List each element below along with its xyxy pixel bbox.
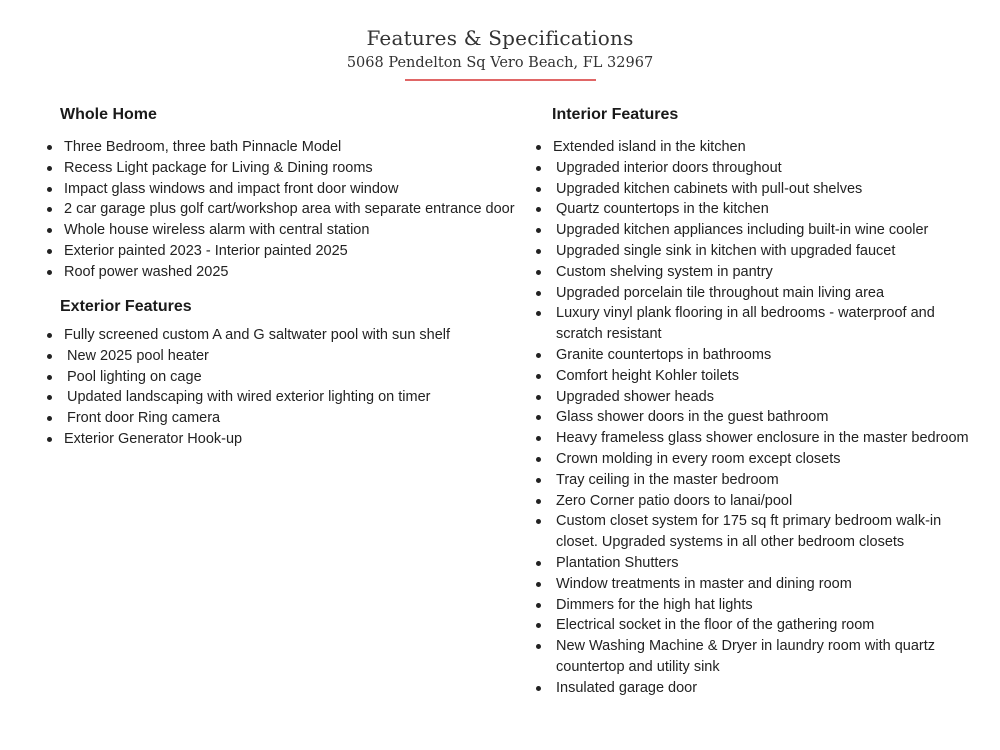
feature-list-item [536,595,976,616]
feature-text: Quartz countertops in the kitchen [556,201,769,218]
feature-list-item [536,615,976,636]
feature-text: Glass shower doors in the guest bathroom [556,409,829,426]
feature-list-item [536,283,976,304]
feature-list-item [47,387,527,408]
whole-home-list [47,137,527,283]
feature-list-item [536,636,976,678]
feature-list-item [536,158,976,179]
bullet-icon [47,354,52,359]
feature-text: Heavy frameless glass shower enclosure in the master bedroom [556,430,969,447]
feature-list-item [536,387,976,408]
feature-list-item [47,367,527,388]
feature-list-item [536,574,976,595]
bullet-icon [536,270,541,275]
feature-list-item [536,345,976,366]
feature-list-item [536,449,976,470]
bullet-icon [47,437,52,442]
feature-text: Upgraded single sink in kitchen with upgraded faucet [556,242,896,259]
bullet-icon [47,166,52,171]
feature-list-item [536,407,976,428]
feature-list-item [536,428,976,449]
feature-list-item [536,179,976,200]
bullet-icon [47,270,52,275]
feature-list-item [47,262,527,283]
bullet-icon [536,145,541,150]
bullet-icon [47,228,52,233]
feature-list-item [47,346,527,367]
feature-text: Upgraded interior doors throughout [556,159,782,176]
feature-list-item [47,158,527,179]
feature-text: Exterior painted 2023 - Interior painted 2025 [64,242,348,259]
bullet-icon [536,228,541,233]
feature-text: Whole house wireless alarm with central station [64,222,370,239]
feature-text: Dimmers for the high hat lights [556,596,753,613]
feature-list-item [47,429,527,450]
section-heading-interior-features: Interior Features [552,106,679,123]
bullet-icon [536,187,541,192]
feature-text: Front door Ring camera [67,410,221,427]
bullet-icon [536,603,541,608]
feature-text: Granite countertops in bathrooms [556,346,772,363]
bullet-icon [536,291,541,296]
feature-text: Exterior Generator Hook-up [64,430,243,447]
feature-text: Fully screened custom A and G saltwater pool with sun shelf [64,327,451,343]
feature-list-item [536,366,976,387]
exterior-features-list [47,325,527,450]
bullet-icon [536,374,541,379]
bullet-icon [536,353,541,358]
feature-text: Recess Light package for Living & Dining rooms [64,159,373,176]
feature-list-item [536,553,976,574]
feature-text: Insulated garage door [556,679,698,696]
bullet-icon [536,623,541,628]
document-header [0,24,1000,74]
property-address: 5068 Pendelton Sq Vero Beach, FL 32967 [346,55,654,71]
bullet-icon [536,311,541,316]
bullet-icon [536,457,541,462]
feature-list-item [47,241,527,262]
feature-text: 2 car garage plus golf cart/workshop area with separate entrance door [64,201,515,218]
feature-text: Upgraded porcelain tile throughout main living area [556,284,885,301]
feature-text: Crown molding in every room except closets [556,450,841,467]
bullet-icon [536,478,541,483]
bullet-icon [536,519,541,524]
section-heading-exterior-features: Exterior Features [60,298,192,315]
feature-list-item [47,179,527,200]
feature-list-item [536,262,976,283]
bullet-icon [536,561,541,566]
feature-list-item [536,511,976,553]
bullet-icon [536,582,541,587]
bullet-icon [536,686,541,691]
feature-list-item [47,325,527,346]
feature-list-item [536,491,976,512]
feature-list-item [47,408,527,429]
bullet-icon [47,249,52,254]
bullet-icon [536,436,541,441]
feature-list-item [536,137,976,158]
bullet-icon [536,415,541,420]
feature-text: Luxury vinyl plank flooring in all bedrooms - waterproof and scratch resistant [556,305,935,343]
feature-text: Upgraded kitchen cabinets with pull-out shelves [556,180,863,197]
feature-text: Window treatments in master and dining room [556,575,852,592]
feature-text: Impact glass windows and impact front door window [64,180,399,197]
feature-text: Tray ceiling in the master bedroom [556,471,779,488]
bullet-icon [47,395,52,400]
feature-text: New Washing Machine & Dryer in laundry room with quartz countertop and utility sink [556,638,936,675]
bullet-icon [536,395,541,400]
feature-text: Upgraded shower heads [556,388,714,405]
bullet-icon [536,644,541,649]
bullet-icon [536,249,541,254]
feature-text: Updated landscaping with wired exterior lighting on timer [67,389,431,406]
feature-list-item [47,199,527,220]
interior-features-list [536,137,976,699]
bullet-icon [536,499,541,504]
bullet-icon [47,333,52,338]
feature-list-item [536,470,976,491]
feature-text: Electrical socket in the floor of the gathering room [556,617,875,634]
feature-text: Roof power washed 2025 [64,263,229,280]
feature-text: New 2025 pool heater [67,347,209,364]
feature-text: Extended island in the kitchen [553,139,746,155]
feature-text: Pool lighting on cage [67,368,202,385]
bullet-icon [536,166,541,171]
bullet-icon [47,375,52,380]
section-heading-whole-home: Whole Home [60,106,157,123]
feature-text: Zero Corner patio doors to lanai/pool [556,492,793,509]
bullet-icon [536,207,541,212]
feature-list-item [536,303,976,345]
feature-text: Custom shelving system in pantry [556,263,773,280]
feature-text: Comfort height Kohler toilets [556,367,739,384]
feature-list-item [536,220,976,241]
feature-text: Upgraded kitchen appliances including built-in wine cooler [556,222,929,239]
title-divider [405,79,596,81]
feature-list-item [536,199,976,220]
bullet-icon [47,416,52,421]
page-title: Features & Specifications [366,26,634,50]
feature-text: Custom closet system for 175 sq ft primary bedroom walk-in closet. Upgraded systems in all other bedroom closets [556,513,942,551]
feature-text: Plantation Shutters [556,554,679,571]
feature-list-item [47,220,527,241]
feature-list-item [536,241,976,262]
feature-text: Three Bedroom, three bath Pinnacle Model [64,139,342,155]
bullet-icon [47,207,52,212]
bullet-icon [47,145,52,150]
feature-list-item [536,678,976,699]
feature-list-item [47,137,527,158]
bullet-icon [47,187,52,192]
